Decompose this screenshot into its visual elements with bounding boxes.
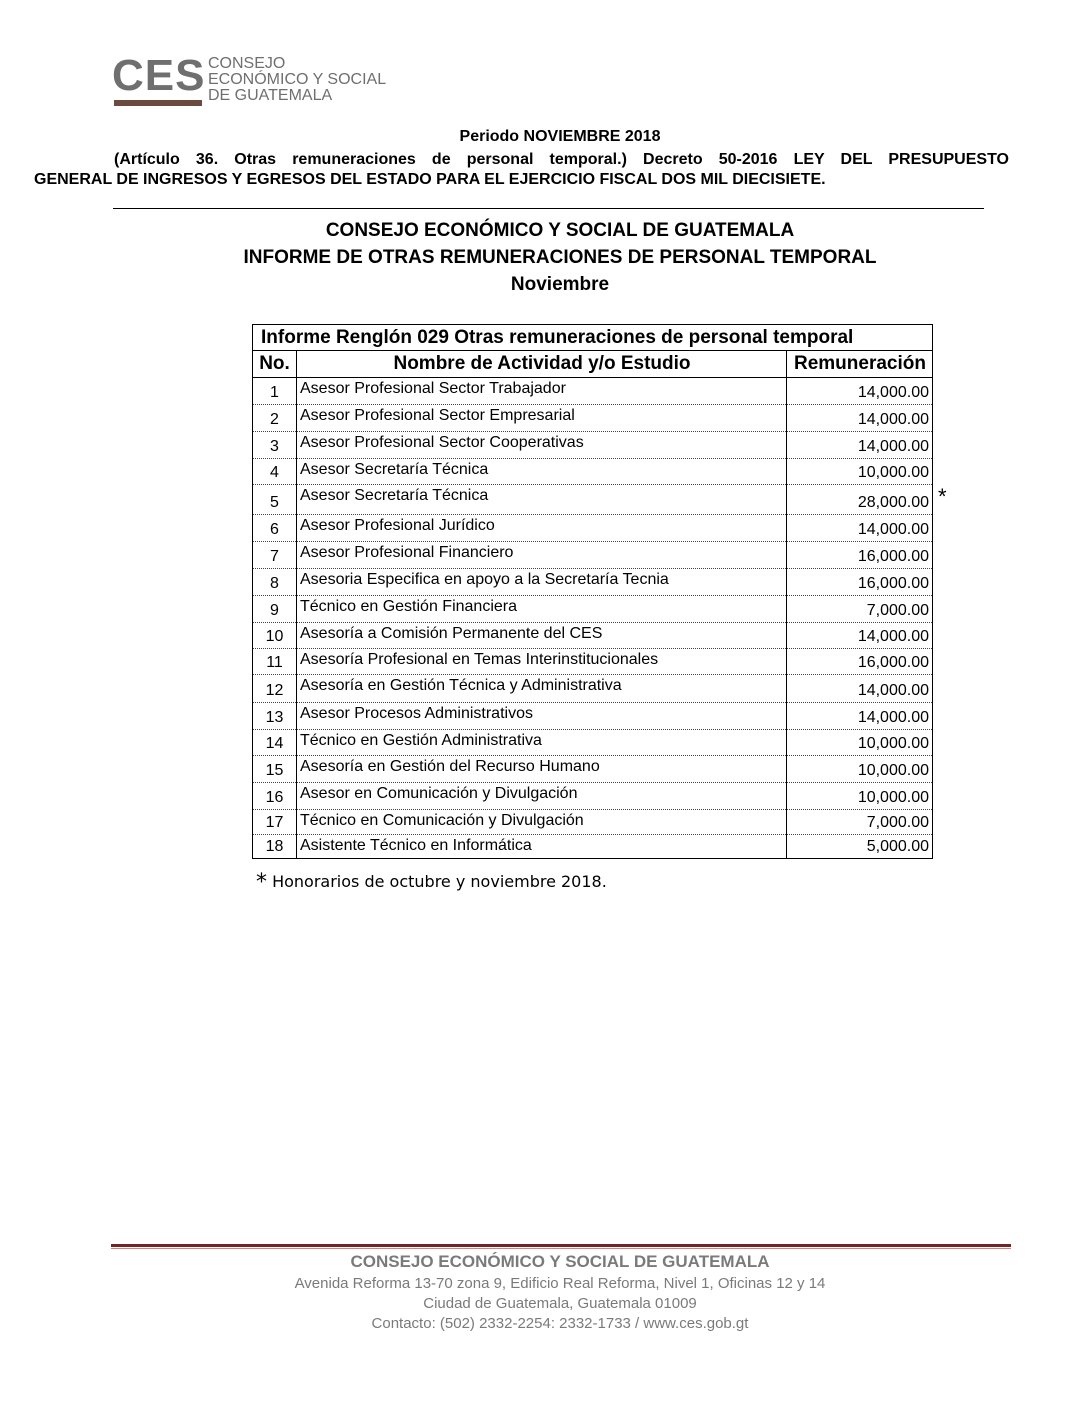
row-activity-name: Técnico en Gestión Administrativa <box>300 732 542 749</box>
footer-org: CONSEJO ECONÓMICO Y SOCIAL DE GUATEMALA <box>350 1252 770 1271</box>
table-row <box>253 675 932 703</box>
row-activity-name: Asesor Profesional Sector Empresarial <box>300 407 575 424</box>
row-activity-name: Asesor Profesional Sector Trabajador <box>300 380 566 397</box>
row-remuneration: 28,000.00 <box>857 494 929 511</box>
logo-bar <box>114 100 202 106</box>
row-remuneration: 14,000.00 <box>857 521 929 538</box>
period-heading: Periodo NOVIEMBRE 2018 <box>459 128 661 145</box>
footnote <box>256 868 607 893</box>
row-number: 16 <box>265 789 284 806</box>
table-row <box>253 515 932 542</box>
row-number: 11 <box>266 654 283 671</box>
row-number: 3 <box>270 438 279 455</box>
row-activity-name: Asesor Procesos Administrativos <box>300 705 533 722</box>
logo-text <box>208 56 386 104</box>
table-row <box>253 730 932 756</box>
header-rule <box>113 208 984 209</box>
row-number: 17 <box>265 814 284 831</box>
table-row <box>253 810 932 835</box>
row-activity-name: Asesor en Comunicación y Divulgación <box>300 785 578 802</box>
table-row <box>253 623 932 649</box>
row-number: 12 <box>265 682 284 699</box>
row-remuneration: 14,000.00 <box>857 438 929 455</box>
report-title-org: CONSEJO ECONÓMICO Y SOCIAL DE GUATEMALA <box>325 220 795 241</box>
row-remuneration: 16,000.00 <box>857 654 929 671</box>
row-remuneration: 16,000.00 <box>857 575 929 592</box>
table-row <box>253 649 932 675</box>
table-row <box>253 405 932 432</box>
row-number: 10 <box>265 628 284 645</box>
footer-contact: Contacto: (502) 2332-2254: 2332-1733 / www.ces.gob.gt <box>371 1315 749 1332</box>
logo-line-1: CONSEJO <box>208 55 286 72</box>
row-remuneration: 7,000.00 <box>866 602 929 619</box>
row-activity-name: Asesor Profesional Financiero <box>300 544 514 561</box>
row-activity-name: Asesoría a Comisión Permanente del CES <box>300 625 603 642</box>
table-row <box>253 596 932 623</box>
row-remuneration: 14,000.00 <box>857 384 929 401</box>
row-remuneration: 5,000.00 <box>866 838 929 855</box>
row-number: 9 <box>270 602 279 619</box>
table-row <box>253 378 932 405</box>
row-number: 13 <box>265 709 284 726</box>
row-remuneration: 7,000.00 <box>866 814 929 831</box>
row-number: 14 <box>265 735 284 752</box>
row-activity-name: Técnico en Gestión Financiera <box>300 598 517 615</box>
row-number: 1 <box>270 384 279 401</box>
header-remuneration: Remuneración <box>794 353 926 374</box>
header-no: No. <box>259 353 290 374</box>
row-number: 7 <box>270 548 279 565</box>
row-activity-name: Asesor Profesional Jurídico <box>300 517 495 534</box>
row-remuneration: 14,000.00 <box>857 411 929 428</box>
row-activity-name: Asesoria Especifica en apoyo a la Secretaría Tecnia <box>300 571 669 588</box>
logo-abbr: CES <box>112 51 206 100</box>
row-activity-name: Asesor Secretaría Técnica <box>300 487 489 504</box>
footer-rule-thin <box>111 1248 1011 1249</box>
row-activity-name: Asesoría en Gestión del Recurso Humano <box>300 758 600 775</box>
report-title: INFORME DE OTRAS REMUNERACIONES DE PERSONAL TEMPORAL <box>243 247 877 268</box>
row-number: 6 <box>270 521 279 538</box>
remuneration-table <box>252 324 933 859</box>
row-number: 2 <box>270 411 279 428</box>
row-number: 15 <box>265 762 284 779</box>
row-activity-name: Asesoría Profesional en Temas Interinstitucionales <box>300 651 659 668</box>
footnote-asterisk: * <box>256 870 267 895</box>
row-number: 4 <box>270 464 279 481</box>
legal-line-1: (Artículo 36. Otras remuneraciones de personal temporal.) Decreto 50-2016 LEY DEL PRESUPUESTO <box>114 151 1009 168</box>
footer-address: Avenida Reforma 13-70 zona 9, Edificio Real Reforma, Nivel 1, Oficinas 12 y 14 <box>294 1275 826 1292</box>
row-activity-name: Asistente Técnico en Informática <box>300 837 532 854</box>
header-name: Nombre de Actividad y/o Estudio <box>393 353 691 374</box>
table-caption: Informe Renglón 029 Otras remuneraciones de personal temporal <box>253 325 932 351</box>
row-activity-name: Técnico en Comunicación y Divulgación <box>300 812 584 829</box>
row-remuneration: 14,000.00 <box>857 628 929 645</box>
row-5-asterisk: * <box>938 484 947 509</box>
row-number: 18 <box>265 838 284 855</box>
table-row <box>253 459 932 485</box>
footer-city: Ciudad de Guatemala, Guatemala 01009 <box>423 1295 697 1312</box>
row-remuneration: 10,000.00 <box>857 762 929 779</box>
legal-reference <box>34 150 1009 190</box>
report-month: Noviembre <box>510 274 610 295</box>
table-row <box>253 432 932 459</box>
table-row <box>253 569 932 596</box>
table-row <box>253 485 932 515</box>
table-row <box>253 783 932 810</box>
logo-line-2: ECONÓMICO Y SOCIAL <box>208 71 387 88</box>
footnote-text: Honorarios de octubre y noviembre 2018. <box>272 872 607 891</box>
row-remuneration: 14,000.00 <box>857 682 929 699</box>
row-remuneration: 16,000.00 <box>857 548 929 565</box>
legal-line-2: GENERAL DE INGRESOS Y EGRESOS DEL ESTADO PARA EL EJERCICIO FISCAL DOS MIL DIECISIETE. <box>34 171 826 188</box>
row-activity-name: Asesor Profesional Sector Cooperativas <box>300 434 584 451</box>
row-number: 5 <box>270 494 279 511</box>
row-activity-name: Asesor Secretaría Técnica <box>300 461 489 478</box>
row-number: 8 <box>270 575 279 592</box>
row-remuneration: 10,000.00 <box>857 735 929 752</box>
table-row <box>253 703 932 730</box>
logo-line-3: DE GUATEMALA <box>208 87 333 104</box>
table-row <box>253 542 932 569</box>
row-remuneration: 10,000.00 <box>857 464 929 481</box>
row-remuneration: 14,000.00 <box>857 709 929 726</box>
table-row <box>253 756 932 783</box>
footer-rule <box>111 1244 1011 1247</box>
row-remuneration: 10,000.00 <box>857 789 929 806</box>
row-activity-name: Asesoría en Gestión Técnica y Administrativa <box>300 677 622 694</box>
table-row <box>253 835 932 858</box>
